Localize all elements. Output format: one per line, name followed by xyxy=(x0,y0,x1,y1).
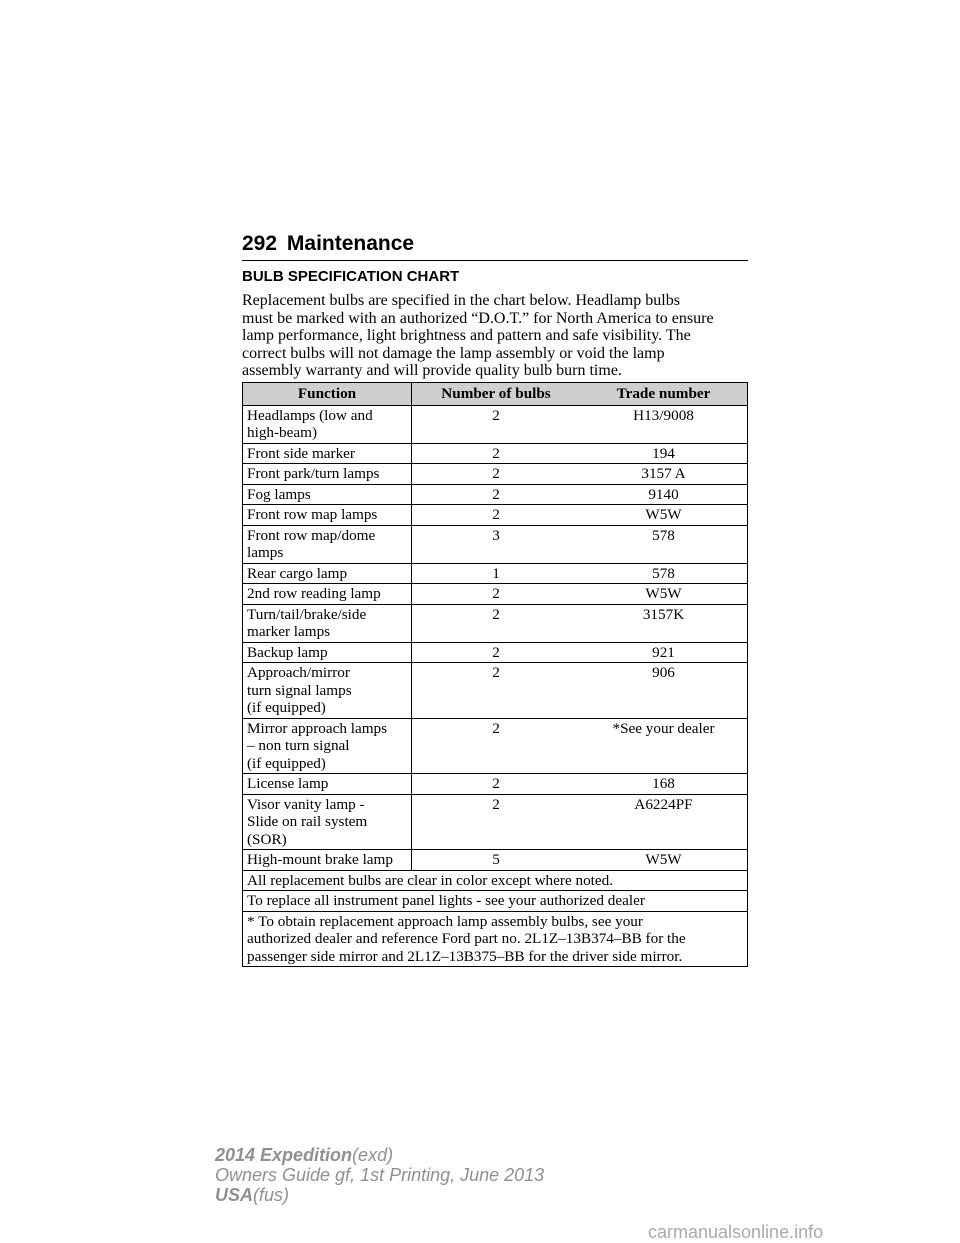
function-line: Fog lamps xyxy=(247,485,311,503)
intro-line: lamp performance, light brightness and pattern and safe visibility. The xyxy=(242,327,691,345)
watermark-text: carmanualsonline.info xyxy=(648,1222,824,1242)
function-line: – non turn signal xyxy=(247,737,350,754)
function-line: Turn/tail/brake/side xyxy=(247,605,367,623)
cell-number-of-bulbs: 3 xyxy=(412,525,581,563)
cell-function xyxy=(243,850,412,871)
table-row xyxy=(243,443,748,464)
cell-number-of-bulbs: 2 xyxy=(412,642,581,663)
cell-function xyxy=(243,718,412,774)
table-row xyxy=(243,774,748,795)
function-line: turn signal lamps xyxy=(247,681,352,699)
function-line: Mirror approach lamps xyxy=(247,719,388,737)
cell-function xyxy=(243,405,412,443)
function-line: Front park/turn lamps xyxy=(247,465,380,482)
cell-trade-number: 194 xyxy=(580,443,748,464)
cell-number-of-bulbs: 2 xyxy=(412,584,581,605)
function-line: Backup lamp xyxy=(247,643,328,661)
table-row xyxy=(243,563,748,584)
cell-number-of-bulbs: 2 xyxy=(412,718,581,774)
cell-number-of-bulbs: 2 xyxy=(412,794,581,850)
table-row xyxy=(243,505,748,526)
cell-function xyxy=(243,604,412,642)
cell-trade-number: 168 xyxy=(580,774,748,795)
intro-paragraph xyxy=(242,292,752,380)
table-row xyxy=(243,464,748,485)
page-number: 292 xyxy=(242,232,278,255)
cell-number-of-bulbs: 2 xyxy=(412,405,581,443)
cell-function xyxy=(243,484,412,505)
cell-trade-number: 906 xyxy=(580,663,748,719)
cell-number-of-bulbs: 2 xyxy=(412,663,581,719)
cell-number-of-bulbs: 2 xyxy=(412,464,581,485)
function-line: Approach/mirror xyxy=(247,664,350,681)
page-header xyxy=(242,228,748,261)
cell-trade-number: 3157K xyxy=(580,604,748,642)
intro-line: assembly warranty and will provide quality bulb burn time. xyxy=(242,362,622,380)
cell-function xyxy=(243,464,412,485)
cell-number-of-bulbs: 1 xyxy=(412,563,581,584)
table-row xyxy=(243,525,748,563)
table-note-row xyxy=(243,870,748,891)
table-note xyxy=(243,891,748,912)
cell-trade-number: 921 xyxy=(580,642,748,663)
function-line: lamps xyxy=(247,544,284,561)
function-line: (if equipped) xyxy=(247,699,326,716)
table-row xyxy=(243,794,748,850)
cell-trade-number: W5W xyxy=(580,850,748,871)
table-row xyxy=(243,663,748,719)
document-footer xyxy=(215,1145,544,1205)
cell-trade-number: A6224PF xyxy=(580,794,748,850)
cell-number-of-bulbs: 2 xyxy=(412,604,581,642)
intro-line: Replacement bulbs are specified in the chart below. Headlamp bulbs xyxy=(242,292,680,309)
header-function: Function xyxy=(243,383,412,406)
function-line: (if equipped) xyxy=(247,754,326,772)
cell-function xyxy=(243,563,412,584)
cell-number-of-bulbs: 2 xyxy=(412,443,581,464)
table-note xyxy=(243,870,748,891)
cell-function xyxy=(243,525,412,563)
table-note-row xyxy=(243,911,748,967)
function-line: Headlamps (low and xyxy=(247,406,373,424)
function-line: Slide on rail system xyxy=(247,813,368,830)
footer-model-code: (exd) xyxy=(352,1145,394,1165)
function-line: High-mount brake lamp xyxy=(247,851,393,868)
table-row xyxy=(243,850,748,871)
cell-function xyxy=(243,794,412,850)
table-row xyxy=(243,584,748,605)
cell-number-of-bulbs: 2 xyxy=(412,484,581,505)
function-line: License lamp xyxy=(247,775,329,792)
cell-function xyxy=(243,642,412,663)
cell-number-of-bulbs: 2 xyxy=(412,774,581,795)
cell-trade-number: 3157 A xyxy=(580,464,748,485)
intro-line: correct bulbs will not damage the lamp assembly or void the lamp xyxy=(242,344,665,362)
table-row xyxy=(243,405,748,443)
footer-line xyxy=(215,1185,544,1205)
note-line: All replacement bulbs are clear in color except where noted. xyxy=(247,871,614,889)
note-line: * To obtain replacement approach lamp assembly bulbs, see your xyxy=(247,912,643,930)
cell-trade-number: W5W xyxy=(580,584,748,605)
cell-function xyxy=(243,505,412,526)
footer-region-code: (fus) xyxy=(253,1185,290,1205)
cell-trade-number: 9140 xyxy=(580,484,748,505)
function-line: Front row map lamps xyxy=(247,506,378,523)
function-line: Front side marker xyxy=(247,444,355,462)
table-note-row xyxy=(243,891,748,912)
cell-function xyxy=(243,584,412,605)
bulb-spec-table xyxy=(242,382,748,967)
table-body xyxy=(243,405,748,967)
footer-region: USA xyxy=(215,1185,254,1205)
function-line: Rear cargo lamp xyxy=(247,564,348,582)
footer-guide-info: Owners Guide gf, 1st Printing, June 2013 xyxy=(215,1165,545,1185)
intro-line: must be marked with an authorized “D.O.T.” for North America to ensure xyxy=(242,309,714,327)
cell-number-of-bulbs: 5 xyxy=(412,850,581,871)
table-note xyxy=(243,911,748,967)
table-row xyxy=(243,642,748,663)
header-number-of-bulbs: Number of bulbs xyxy=(412,383,581,406)
function-line: Front row map/dome xyxy=(247,526,376,544)
function-line: marker lamps xyxy=(247,623,331,640)
table-row xyxy=(243,718,748,774)
cell-function xyxy=(243,774,412,795)
footer-model: 2014 Expedition xyxy=(215,1145,353,1165)
cell-trade-number: W5W xyxy=(580,505,748,526)
note-line: To replace all instrument panel lights - see your authorized dealer xyxy=(247,892,645,909)
function-line: Visor vanity lamp - xyxy=(247,795,365,813)
cell-trade-number: H13/9008 xyxy=(580,405,748,443)
section-heading: Maintenance xyxy=(286,232,415,255)
function-line: (SOR) xyxy=(247,830,287,848)
header-trade-number: Trade number xyxy=(580,383,748,406)
cell-function xyxy=(243,663,412,719)
function-line: high-beam) xyxy=(247,424,318,441)
footer-line xyxy=(215,1145,544,1165)
table-row xyxy=(243,604,748,642)
cell-function xyxy=(243,443,412,464)
chart-title: BULB SPECIFICATION CHART xyxy=(242,268,460,285)
cell-trade-number: *See your dealer xyxy=(580,718,748,774)
function-line: 2nd row reading lamp xyxy=(247,585,381,602)
note-line: authorized dealer and reference Ford part no. 2L1Z–13B374–BB for the xyxy=(247,930,686,947)
table-row xyxy=(243,484,748,505)
cell-number-of-bulbs: 2 xyxy=(412,505,581,526)
note-line: passenger side mirror and 2L1Z–13B375–BB for the driver side mirror. xyxy=(247,947,683,965)
cell-trade-number: 578 xyxy=(580,525,748,563)
cell-trade-number: 578 xyxy=(580,563,748,584)
table-header-row xyxy=(243,383,748,406)
